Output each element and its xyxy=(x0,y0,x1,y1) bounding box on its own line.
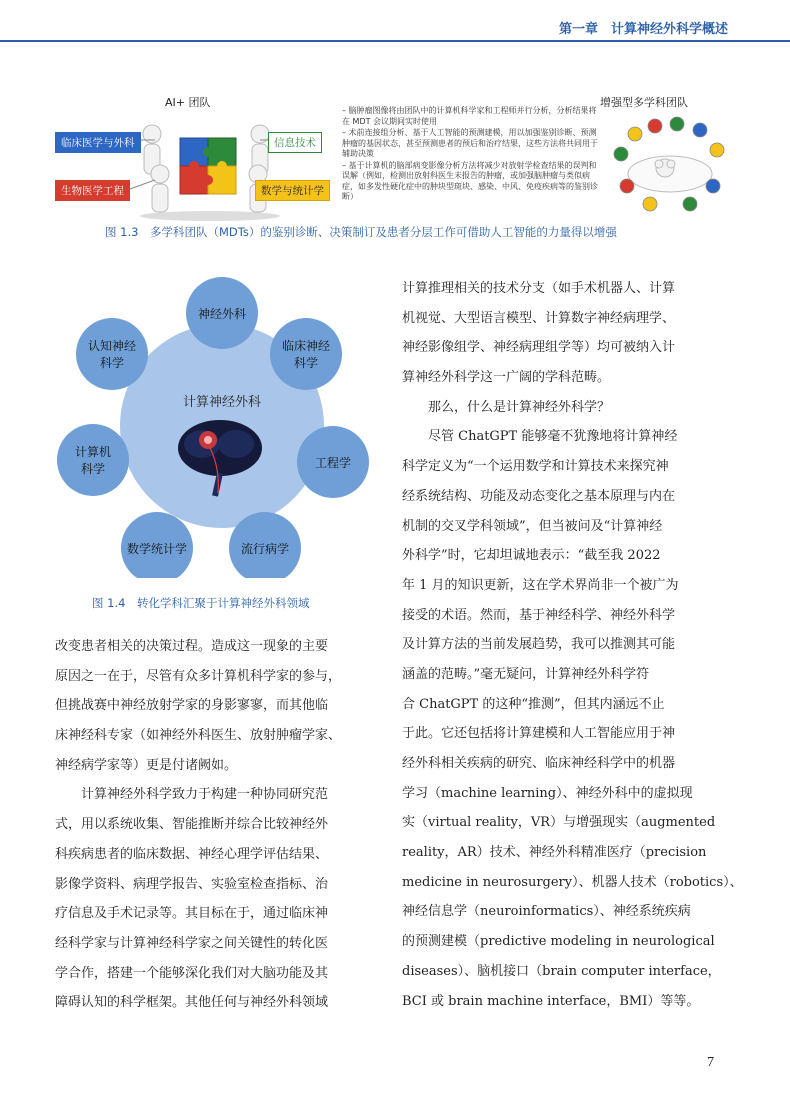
text-line: BCI 或 brain machine interface，BMI）等等。 xyxy=(402,993,700,1009)
connector-lines xyxy=(55,90,345,230)
label-engineering: 工程学 xyxy=(314,456,352,470)
label-computer-science-1: 计算机 xyxy=(74,445,112,459)
text-line: 学习（machine learning）、神经外科中的虚拟现 xyxy=(402,785,693,801)
label-cognitive-2: 科学 xyxy=(99,356,125,370)
node-computer-science xyxy=(57,424,129,496)
right-column-text xyxy=(402,274,743,1016)
text-line: 影像学资料、病理学报告、实验室检查指标、治 xyxy=(55,876,329,892)
center-label: 计算神经外科 xyxy=(182,395,262,410)
note-item: – 基于计算机的脑部病变影像分析方法将减少对放射学检查结果的误判和误解（例如，检测出放射科医生未报告的肿瘤，或加强脑肿瘤与类似病症，如多发性硬化症中的肿块型斑块、感染、中风、免疫疾病等的鉴别诊断） xyxy=(342,160,598,201)
tag-biomedical-engineering: 生物医学工程 xyxy=(55,180,130,201)
ai-team-title: AI+ 团队 xyxy=(165,96,211,109)
text-line: 但挑战赛中神经放射学家的身影寥寥，而其他临 xyxy=(55,698,329,714)
text-line: 经系统结构、功能及动态变化之基本原理与内在 xyxy=(402,488,676,504)
text-line: 科疾病患者的临床数据、神经心理学评估结果、 xyxy=(55,846,329,862)
figure-1-4-caption: 图 1.4 转化学科汇聚于计算神经外科领域 xyxy=(92,596,310,610)
text-line: medicine in neurosurgery）、机器人技术（robotics）、 xyxy=(402,874,743,890)
node-clinical-neuro xyxy=(270,318,342,390)
text-line: 算神经外科学这一广阔的学科范畴。 xyxy=(402,370,611,386)
tag-info-tech: 信息技术 xyxy=(268,132,322,153)
discipline-diagram xyxy=(50,268,390,578)
header-rule xyxy=(0,40,790,42)
label-epidemiology: 流行病学 xyxy=(240,542,290,556)
text-line: 计算推理相关的技术分支（如手术机器人、计算 xyxy=(402,281,676,296)
text-line: 及计算方法的当前发展趋势，我可以推测其可能 xyxy=(402,637,676,653)
text-line: 床神经科专家（如神经外科医生、放射肿瘤学家、 xyxy=(55,728,342,744)
label-cognitive-1: 认知神经 xyxy=(87,339,137,353)
page-header xyxy=(0,0,790,44)
chapter-title: 第一章 计算神经外科学概述 xyxy=(558,22,728,37)
label-computer-science-2: 科学 xyxy=(80,462,106,476)
text-line: reality，AR）技术、神经外科精准医疗（precision xyxy=(402,845,707,861)
text-line: 尽管 ChatGPT 能够毫不犹豫地将计算神经 xyxy=(402,429,678,445)
node-cognitive xyxy=(76,318,148,390)
label-neurosurgery: 神经外科 xyxy=(197,307,247,321)
page-number: 7 xyxy=(707,1055,714,1070)
figure-1-4 xyxy=(50,268,390,610)
label-math-stats: 数学统计学 xyxy=(126,542,188,556)
text-line: 疗信息及手术记录等。其目标在于，通过临床神 xyxy=(55,906,329,922)
text-line: 涵盖的范畴。”毫无疑问，计算神经外科学符 xyxy=(402,666,650,682)
text-line: 于此。它还包括将计算建模和人工智能应用于神 xyxy=(402,726,676,742)
left-column-text xyxy=(55,632,385,1018)
text-line: 外科学”时，它却坦诚地表示：“截至我 2022 xyxy=(402,548,661,564)
text-line: 那么，什么是计算神经外科学？ xyxy=(402,399,611,415)
text-line: 计算神经外科学致力于构建一种协同研究范 xyxy=(55,787,329,803)
text-line: 改变患者相关的决策过程。造成这一现象的主要 xyxy=(55,639,329,654)
text-line: 的预测建模（predictive modeling in neurological xyxy=(402,934,715,950)
label-clinical-neuro-2: 科学 xyxy=(293,356,319,370)
text-line: 科学定义为“一个运用数学和计算技术来探究神 xyxy=(402,459,669,475)
figure-1-3 xyxy=(55,90,735,239)
enhanced-team-title: 增强型多学科团队 xyxy=(600,96,688,109)
note-item: – 脑肿瘤图像将由团队中的计算机科学家和工程师并行分析，分析结果将在 MDT 会议期间实时使用 xyxy=(342,106,597,126)
tag-math-stats: 数学与统计学 xyxy=(255,180,330,201)
text-line: 学合作，搭建一个能够深化我们对大脑功能及其 xyxy=(55,965,329,981)
text-line: 机视觉、大型语言模型、计算数字神经病理学、 xyxy=(402,310,676,326)
text-line: 经科学家与计算神经科学家之间关键性的转化医 xyxy=(55,935,329,951)
text-line: 接受的术语。然而，基于神经科学、神经外科学 xyxy=(402,607,676,623)
text-line: 神经信息学（neuroinformatics）、神经系统疾病 xyxy=(402,904,691,920)
round-table-illustration xyxy=(605,112,735,217)
text-line: 神经病学家等）更是付诸阙如。 xyxy=(55,757,238,773)
text-line: 原因之一在于，尽管有众多计算机科学家的参与， xyxy=(55,668,342,684)
text-line: 障碍认知的科学框架。其他任何与神经外科领域 xyxy=(55,995,329,1011)
label-clinical-neuro-1: 临床神经 xyxy=(281,339,331,353)
figure-1-3-notes xyxy=(342,106,604,204)
figure-1-3-caption: 图 1.3 多学科团队（MDTs）的鉴别诊断、决策制订及患者分层工作可借助人工智能的力量得以增强 xyxy=(105,225,617,239)
text-line: 年 1 月的知识更新，这在学术界尚非一个被广为 xyxy=(402,577,679,593)
text-line: 经外科相关疾病的研究、临床神经科学中的机器 xyxy=(402,756,676,771)
text-line: 合 ChatGPT 的这种“推测”，但其内涵远不止 xyxy=(402,696,665,712)
text-line: diseases）、脑机接口（brain computer interface， xyxy=(402,963,721,979)
text-line: 机制的交叉学科领域”，但当被问及“计算神经 xyxy=(402,518,663,534)
text-line: 实（virtual reality，VR）与增强现实（augmented xyxy=(402,815,716,831)
note-item: – 术前连接组分析、基于人工智能的预测建模，用以加强鉴别诊断、预测肿瘤的基因状态，甚至预测患者的预后和治疗结果，这些方法将共同用于辅助决策 xyxy=(342,128,598,158)
tag-clinical-surgery: 临床医学与外科 xyxy=(55,132,141,153)
text-line: 式，用以系统收集、智能推断并综合比较神经外 xyxy=(55,817,329,833)
text-line: 神经影像组学、神经病理组学等）均可被纳入计 xyxy=(402,340,676,356)
